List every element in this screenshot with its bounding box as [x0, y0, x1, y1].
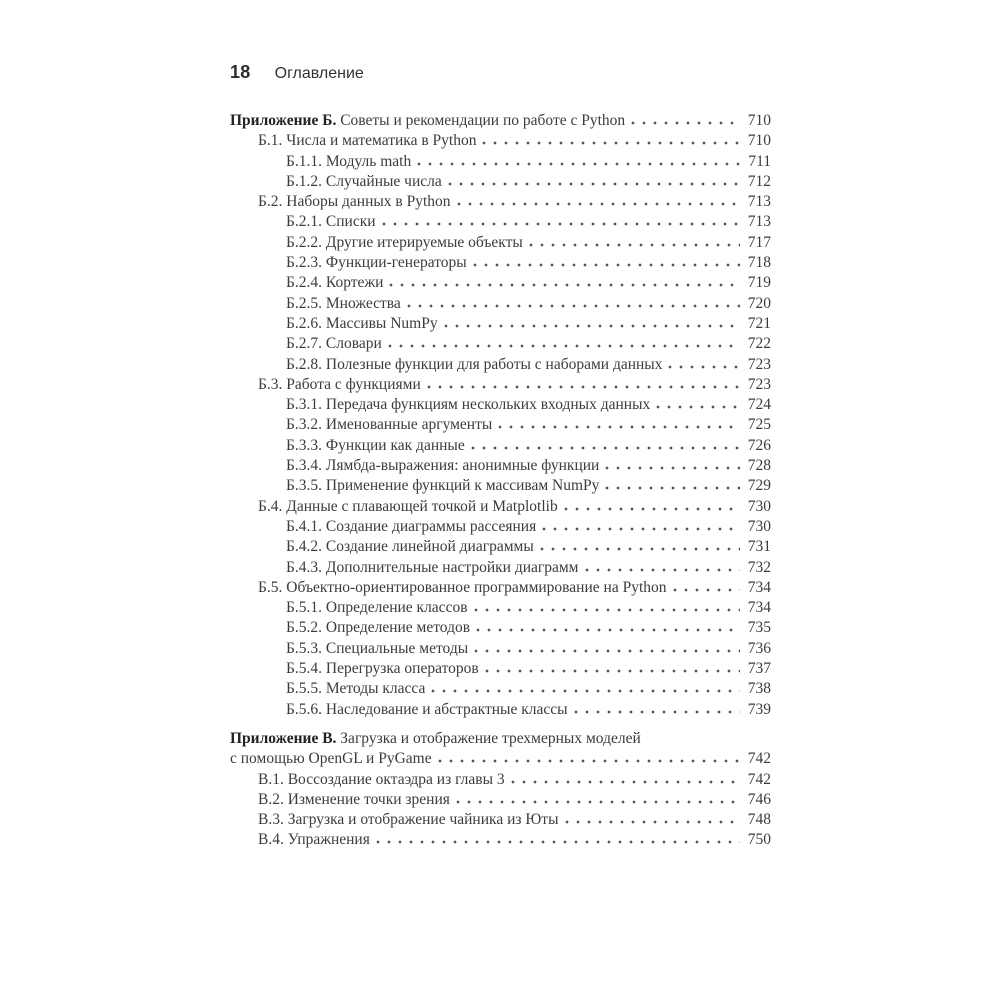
running-header-title: Оглавление [274, 65, 364, 82]
toc-entry [230, 679, 771, 699]
toc-entry [230, 810, 771, 830]
toc-entry [230, 294, 771, 314]
toc-entry-title: Б.3.2. Именованные аргументы [286, 416, 493, 434]
toc-entry-title: Б.2.2. Другие итерируемые объекты [286, 233, 523, 251]
dot-leader [656, 405, 740, 409]
toc-entry-page-number: 724 [747, 396, 771, 414]
toc-entry [230, 456, 771, 476]
dot-leader [471, 446, 740, 450]
toc-entry-title: Б.4. Данные с плавающей точкой и Matplotlib [258, 497, 558, 515]
toc-entry [230, 659, 771, 679]
toc-entry [230, 790, 771, 810]
toc-entry-page-number: 711 [748, 152, 771, 170]
dot-leader [511, 780, 740, 784]
toc-entry-title: Б.5.4. Перегрузка операторов [286, 660, 479, 678]
toc-entry [230, 729, 771, 749]
toc-entry-title: Б.2.5. Множества [286, 294, 401, 312]
toc-entry-title: Б.3.4. Лямбда-выражения: анонимные функции [286, 457, 600, 475]
toc-entry-page-number: 731 [747, 538, 771, 556]
toc-entry [230, 537, 771, 557]
toc-entry-title: с помощью OpenGL и PyGame [230, 750, 432, 768]
toc-entry-title: Б.5.1. Определение классов [286, 599, 468, 617]
dot-leader [407, 304, 740, 308]
toc-entry-title: Б.2.7. Словари [286, 335, 382, 353]
toc-entry [230, 375, 771, 395]
toc-entry-appendix-label: Приложение Б. [230, 112, 337, 129]
toc-entry-page-number: 738 [747, 680, 771, 698]
toc-entry-page-number: 712 [747, 172, 771, 190]
toc-entry [230, 314, 771, 334]
toc-entry-title: Б.5.2. Определение методов [286, 619, 471, 637]
toc-entry-page-number: 748 [747, 811, 771, 829]
dot-leader [457, 202, 740, 206]
toc-entry-page-number: 720 [747, 294, 771, 312]
toc-entry-page-number: 713 [747, 193, 771, 211]
dot-leader [498, 425, 740, 429]
toc-entry-page-number: 725 [747, 416, 771, 434]
toc-entry-page-number: 718 [747, 254, 771, 272]
toc-entry [230, 111, 771, 131]
toc-entry [230, 192, 771, 212]
toc-entry-title: Б.2.1. Списки [286, 213, 376, 231]
toc-entry-page-number: 742 [747, 770, 771, 788]
toc-entry [230, 578, 771, 598]
dot-leader [485, 669, 740, 673]
toc-entry-page-number: 734 [747, 578, 771, 596]
toc-entry-title: Б.2.6. Массивы NumPy [286, 314, 438, 332]
toc-entry [230, 253, 771, 273]
dot-leader [476, 628, 740, 632]
toc-entry [230, 233, 771, 253]
toc-entry [230, 598, 771, 618]
dot-leader [565, 820, 741, 824]
toc-entry [230, 395, 771, 415]
toc-entry [230, 212, 771, 232]
dot-leader [631, 121, 740, 125]
toc-entry-page-number: 742 [747, 750, 771, 768]
dot-leader [574, 710, 740, 714]
toc-entry-title: Б.5.6. Наследование и абстрактные классы [286, 700, 568, 718]
toc-entry-page-number: 719 [747, 274, 771, 292]
dot-leader [376, 840, 740, 844]
toc-entry-page-number: 717 [747, 233, 771, 251]
toc-entry-title: Б.5.5. Методы класса [286, 680, 426, 698]
dot-leader [605, 486, 740, 490]
toc-entry [230, 152, 771, 172]
dot-leader [448, 182, 740, 186]
toc-entry-title: Б.1.2. Случайные числа [286, 172, 442, 190]
toc-entry-page-number: 723 [747, 375, 771, 393]
toc-entry-title: Б.4.1. Создание диаграммы рассеяния [286, 517, 537, 535]
toc-entry-page-number: 734 [747, 599, 771, 617]
toc-entry-title: Б.2. Наборы данных в Python [258, 193, 451, 211]
toc-entry [230, 770, 771, 790]
toc-entry-page-number: 732 [747, 558, 771, 576]
dot-leader [473, 263, 740, 267]
toc-entry-title: Б.2.3. Функции-генераторы [286, 254, 467, 272]
dot-leader [474, 608, 740, 612]
toc-entry-title: В.3. Загрузка и отображение чайника из Юты [258, 811, 559, 829]
toc-entry-page-number: 726 [747, 436, 771, 454]
toc-entry-title: Б.4.3. Дополнительные настройки диаграмм [286, 558, 579, 576]
toc-entry-page-number: 710 [747, 112, 771, 129]
toc-entry-title: В.4. Упражнения [258, 831, 370, 849]
toc-entry [230, 749, 771, 769]
toc-entry-title: Советы и рекомендации по работе с Python [336, 112, 626, 129]
toc-entry-title: Б.3.1. Передача функциям нескольких входных данных [286, 396, 651, 414]
toc-entry-title: Б.1.1. Модуль math [286, 152, 412, 170]
toc-entry [230, 700, 771, 720]
dot-leader [540, 547, 740, 551]
toc-entry [230, 355, 771, 375]
toc-entry-title: Б.1. Числа и математика в Python [258, 132, 477, 150]
toc-entry [230, 415, 771, 435]
dot-leader [605, 466, 740, 470]
dot-leader [444, 324, 740, 328]
toc-entry-page-number: 721 [747, 314, 771, 332]
toc-entry-title: Б.3. Работа с функциями [258, 375, 421, 393]
toc-entry-page-number: 723 [747, 355, 771, 373]
toc-entry-title: Б.4.2. Создание линейной диаграммы [286, 538, 534, 556]
toc-entry [230, 172, 771, 192]
dot-leader [482, 141, 740, 145]
toc-entry [230, 639, 771, 659]
toc-entry-page-number: 739 [747, 700, 771, 718]
toc-entry-page-number: 710 [747, 132, 771, 150]
toc-entry [230, 517, 771, 537]
running-header [230, 62, 364, 83]
dot-leader [456, 800, 740, 804]
dot-leader [668, 365, 740, 369]
toc-entry [230, 131, 771, 151]
dot-leader [389, 283, 740, 287]
toc-entry [230, 558, 771, 578]
toc-entry-page-number: 728 [747, 457, 771, 475]
toc-entry [230, 334, 771, 354]
toc-entry-page-number: 737 [747, 660, 771, 678]
dot-leader [564, 507, 740, 511]
toc-entry-title: Б.5. Объектно-ориентированное программирование на Python [258, 578, 667, 596]
folio-page-number: 18 [230, 62, 251, 82]
toc-entry-page-number: 750 [747, 831, 771, 849]
toc-entry-title: В.1. Воссоздание октаэдра из главы 3 [258, 770, 505, 788]
dot-leader [474, 649, 740, 653]
toc-entry-page-number: 746 [747, 790, 771, 808]
toc-entry-title: Б.3.3. Функции как данные [286, 436, 465, 454]
dot-leader [529, 243, 740, 247]
toc-entry [230, 436, 771, 456]
toc-entry [230, 476, 771, 496]
dot-leader [542, 527, 740, 531]
toc-entry-page-number: 729 [747, 477, 771, 495]
dot-leader [388, 344, 740, 348]
toc-entry [230, 618, 771, 638]
toc-entry-page-number: 730 [747, 517, 771, 535]
toc-entry-title: Б.5.3. Специальные методы [286, 639, 469, 657]
toc-entry-appendix-label: Приложение В. [230, 729, 337, 747]
toc-entry-page-number: 735 [747, 619, 771, 637]
toc-list [230, 111, 771, 851]
dot-leader [585, 568, 741, 572]
toc-entry-title: Б.2.4. Кортежи [286, 274, 384, 292]
dot-leader [427, 385, 740, 389]
toc-entry-title: Загрузка и отображение трехмерных моделей [336, 729, 641, 747]
toc-entry-title: Б.2.8. Полезные функции для работы с наборами данных [286, 355, 663, 373]
toc-entry [230, 830, 771, 850]
dot-leader [673, 588, 741, 592]
toc-entry-page-number: 736 [747, 639, 771, 657]
toc-entry [230, 497, 771, 517]
toc-entry [230, 273, 771, 293]
dot-leader [438, 759, 740, 763]
toc-entry-title: В.2. Изменение точки зрения [258, 790, 450, 808]
toc-entry-page-number: 713 [747, 213, 771, 231]
dot-leader [417, 162, 740, 166]
toc-entry-page-number: 722 [747, 335, 771, 353]
toc-entry-title: Б.3.5. Применение функций к массивам NumPy [286, 477, 600, 495]
dot-leader [382, 222, 740, 226]
toc-entry-page-number: 730 [747, 497, 771, 515]
dot-leader [431, 689, 740, 693]
